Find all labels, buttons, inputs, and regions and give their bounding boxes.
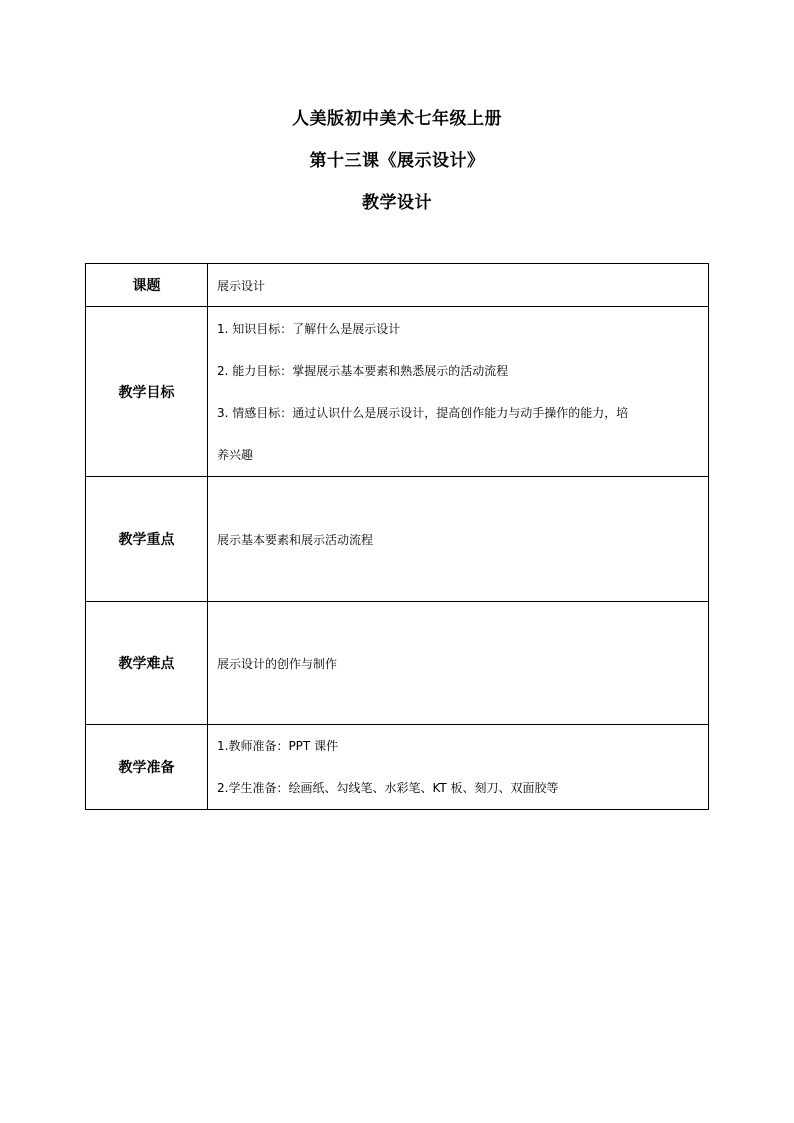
lesson-title: 第十三课《展示设计》 (309, 151, 485, 171)
preparation-item-student: 2.学生准备：绘画纸、勾线笔、水彩笔、KT 板、刻刀、双面胶等 (217, 781, 559, 795)
preparation-label: 教学准备 (86, 725, 208, 810)
key-points-value: 展示基本要素和展示活动流程 (208, 477, 709, 602)
document-title: 人美版初中美术七年级上册 (292, 109, 502, 129)
goal-item-knowledge: 1. 知识目标：了解什么是展示设计 (217, 322, 401, 336)
goal-item-emotion: 3. 情感目标：通过认识什么是展示设计，提高创作能力与动手操作的能力，培 (217, 406, 629, 420)
goals-content (208, 307, 709, 477)
goal-item-ability: 2. 能力目标：掌握展示基本要素和熟悉展示的活动流程 (217, 364, 509, 378)
difficulties-label: 教学难点 (86, 602, 208, 725)
difficulties-value: 展示设计的创作与制作 (208, 602, 709, 725)
goal-item-emotion-continued: 养兴趣 (217, 448, 254, 462)
preparation-content (208, 725, 709, 810)
key-points-label: 教学重点 (86, 477, 208, 602)
preparation-item-teacher: 1.教师准备：PPT 课件 (217, 739, 339, 753)
topic-value: 展示设计 (208, 264, 709, 307)
table-row-difficulties (86, 602, 709, 725)
goals-label: 教学目标 (86, 307, 208, 477)
table-row-preparation (86, 725, 709, 810)
document-subtitle: 教学设计 (362, 193, 432, 213)
table-row-goals (86, 307, 709, 477)
table-row-key-points (86, 477, 709, 602)
table-row-topic (86, 264, 709, 307)
lesson-plan-table (85, 263, 709, 810)
topic-label: 课题 (86, 264, 208, 307)
